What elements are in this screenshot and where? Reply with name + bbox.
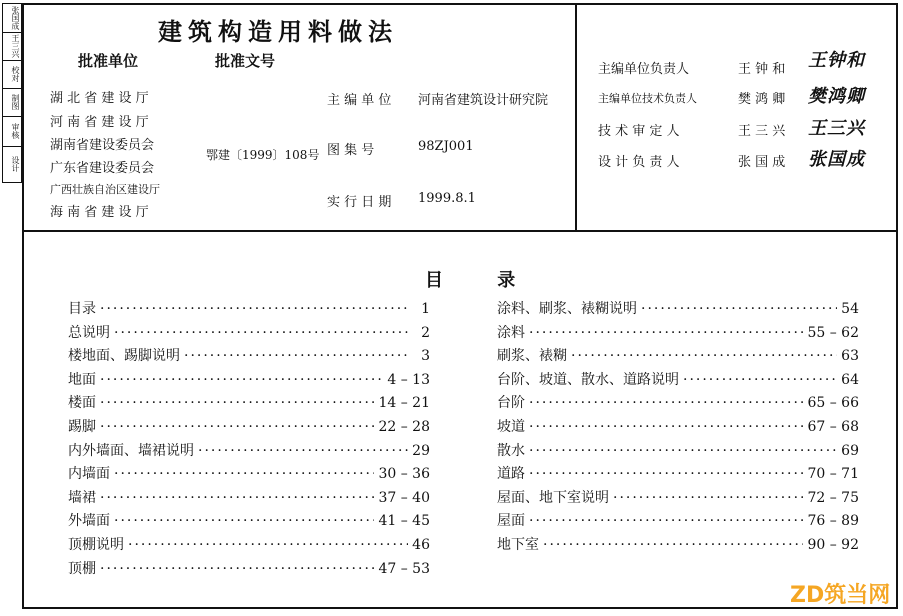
approval-unit: 广东省建设委员会 [50, 161, 155, 176]
toc-entry-label: 总说明 [68, 324, 110, 341]
toc-leader-dots [641, 301, 837, 317]
toc-entry-page: 69 [841, 442, 859, 459]
toc-entry[interactable] [68, 345, 430, 367]
toc-entry-label: 台阶、坡道、散水、道路说明 [497, 371, 679, 388]
info-label: 实 行 日 期 [327, 195, 392, 210]
approval-unit: 湖南省建设委员会 [50, 138, 155, 153]
toc-entry-page: 29 [412, 442, 430, 459]
side-cell: 张国成 [3, 4, 21, 33]
toc-entry-label: 地面 [68, 371, 96, 388]
toc-entry-label: 地下室 [497, 537, 539, 553]
toc-entry[interactable] [497, 463, 859, 485]
toc-entry-label: 顶棚 [68, 560, 96, 577]
toc-entry-page: 3 [421, 348, 430, 365]
info-value: 1999.8.1 [418, 191, 476, 206]
toc-entry-page: 63 [841, 348, 859, 365]
toc-entry-page: 37 – 40 [378, 489, 430, 506]
toc-entry-label: 墙裙 [68, 489, 96, 506]
approval-doc-number: 鄂建〔1999〕108号 [206, 148, 320, 162]
toc-entry[interactable] [68, 416, 430, 438]
info-value: 河南省建筑设计研究院 [418, 93, 549, 108]
toc-entry-page: 65 – 66 [807, 395, 859, 412]
toc-entry[interactable] [497, 345, 859, 367]
toc-leader-dots [100, 490, 374, 506]
toc-leader-dots [529, 395, 803, 411]
header-divider [22, 230, 898, 232]
toc-entry-page: 64 [841, 371, 859, 388]
staff-name: 樊 鸿 卿 [738, 92, 786, 107]
side-cell: 制图 [3, 88, 21, 117]
toc-entry-page: 67 – 68 [807, 419, 859, 435]
staff-role: 主编单位负责人 [598, 62, 690, 77]
toc-entry-page: 22 – 28 [378, 419, 430, 435]
info-label: 图 集 号 [327, 143, 375, 158]
info-label: 主 编 单 位 [327, 93, 392, 108]
toc-entry-label: 屋面 [497, 513, 525, 530]
toc-leader-dots [114, 466, 374, 482]
side-cell: 校对 [3, 60, 21, 89]
side-cell: 审核 [3, 116, 21, 147]
toc-entry[interactable] [68, 463, 430, 485]
signature: 王钟和 [808, 50, 865, 71]
toc-entry[interactable] [68, 440, 430, 462]
toc-entry-page: 70 – 71 [807, 466, 859, 483]
toc-entry[interactable] [497, 416, 859, 438]
toc-entry-page: 14 – 21 [378, 395, 430, 412]
toc-entry[interactable] [68, 369, 430, 391]
toc-leader-dots [128, 537, 408, 553]
toc-entry[interactable] [68, 558, 430, 580]
toc-entry-page: 47 – 53 [378, 560, 430, 577]
toc-leader-dots [100, 419, 374, 435]
signature: 张国成 [808, 149, 865, 170]
toc-entry-page: 46 [412, 537, 430, 553]
toc-leader-dots [529, 513, 803, 529]
toc-entry-page: 76 – 89 [807, 513, 859, 530]
toc-entry[interactable] [497, 392, 859, 414]
toc-entry[interactable] [68, 298, 430, 320]
signature: 樊鸿卿 [808, 86, 865, 107]
toc-entry[interactable] [497, 534, 859, 556]
toc-entry-label: 内外墙面、墙裙说明 [68, 442, 194, 459]
toc-leader-dots [100, 301, 408, 317]
toc-leader-dots [198, 443, 408, 459]
approval-doc-label: 批准文号 [215, 52, 276, 70]
toc-entry-label: 台阶 [497, 395, 525, 412]
info-value: 98ZJ001 [418, 139, 474, 154]
toc-entry-label: 散水 [497, 442, 525, 459]
toc-leader-dots [683, 372, 837, 388]
toc-leader-dots [114, 325, 408, 341]
toc-leader-dots [529, 325, 803, 341]
approval-unit: 广西壮族自治区建设厅 [50, 183, 160, 196]
toc-leader-dots [571, 348, 837, 364]
toc-entry[interactable] [497, 298, 859, 320]
toc-entry-page: 55 – 62 [807, 324, 859, 341]
staff-name: 张 国 成 [738, 155, 786, 170]
page-title: 建筑构造用料做法 [158, 17, 398, 46]
toc-entry-label: 顶棚说明 [68, 537, 124, 553]
toc-entry[interactable] [68, 322, 430, 344]
toc-leader-dots [100, 372, 383, 388]
toc-entry[interactable] [68, 487, 430, 509]
watermark-logo: ZD筑当网 [790, 583, 891, 608]
toc-leader-dots [100, 561, 374, 577]
toc-leader-dots [114, 513, 374, 529]
approval-unit: 湖 北 省 建 设 厅 [50, 91, 149, 106]
toc-entry-label: 涂料、刷浆、裱糊说明 [497, 301, 637, 317]
toc-entry-page: 72 – 75 [807, 489, 859, 506]
toc-entry-label: 楼地面、踢脚说明 [68, 348, 180, 365]
toc-entry[interactable] [497, 440, 859, 462]
toc-title: 目 录 [425, 270, 540, 291]
toc-leader-dots [529, 443, 837, 459]
staff-name: 王 三 兴 [738, 124, 786, 139]
approval-unit-label: 批准单位 [78, 52, 139, 70]
toc-entry-page: 4 – 13 [387, 371, 430, 388]
toc-entry-page: 41 – 45 [378, 513, 430, 530]
toc-leader-dots [529, 419, 803, 435]
toc-entry-label: 踢脚 [68, 419, 96, 435]
toc-entry-label: 刷浆、裱糊 [497, 348, 567, 365]
toc-entry[interactable] [68, 534, 430, 556]
staff-role: 技 术 审 定 人 [598, 124, 680, 139]
toc-leader-dots [543, 537, 803, 553]
toc-entry-label: 目录 [68, 301, 96, 317]
toc-entry-label: 外墙面 [68, 513, 110, 530]
toc-entry-page: 30 – 36 [378, 466, 430, 483]
toc-entry[interactable] [68, 510, 430, 532]
toc-entry-label: 内墙面 [68, 466, 110, 483]
toc-entry-page: 54 [841, 301, 859, 317]
toc-entry-label: 道路 [497, 466, 525, 483]
toc-entry-label: 楼面 [68, 395, 96, 412]
toc-entry-page: 90 – 92 [807, 537, 859, 553]
staff-role: 主编单位技术负责人 [598, 92, 697, 105]
toc-entry-label: 涂料 [497, 324, 525, 341]
approval-unit: 河 南 省 建 设 厅 [50, 115, 149, 130]
side-strip [2, 3, 22, 183]
toc-entry-label: 屋面、地下室说明 [497, 489, 609, 506]
toc-entry[interactable] [497, 510, 859, 532]
toc-leader-dots [529, 466, 803, 482]
toc-entry-page: 1 [421, 301, 430, 317]
side-cell: 王三兴 [3, 32, 21, 61]
staff-role: 设 计 负 责 人 [598, 155, 680, 170]
toc-entry[interactable] [497, 322, 859, 344]
header-column-divider [575, 3, 577, 231]
staff-name: 王 钟 和 [738, 62, 786, 77]
toc-entry-label: 坡道 [497, 419, 525, 435]
toc-entry-page: 2 [421, 324, 430, 341]
toc-leader-dots [100, 395, 374, 411]
toc-entry[interactable] [497, 369, 859, 391]
side-cell: 设计 [11, 156, 20, 172]
toc-entry[interactable] [68, 392, 430, 414]
toc-entry[interactable] [497, 487, 859, 509]
approval-unit: 海 南 省 建 设 厅 [50, 205, 149, 220]
toc-leader-dots [613, 490, 803, 506]
toc-leader-dots [184, 348, 408, 364]
signature: 王三兴 [808, 118, 865, 139]
